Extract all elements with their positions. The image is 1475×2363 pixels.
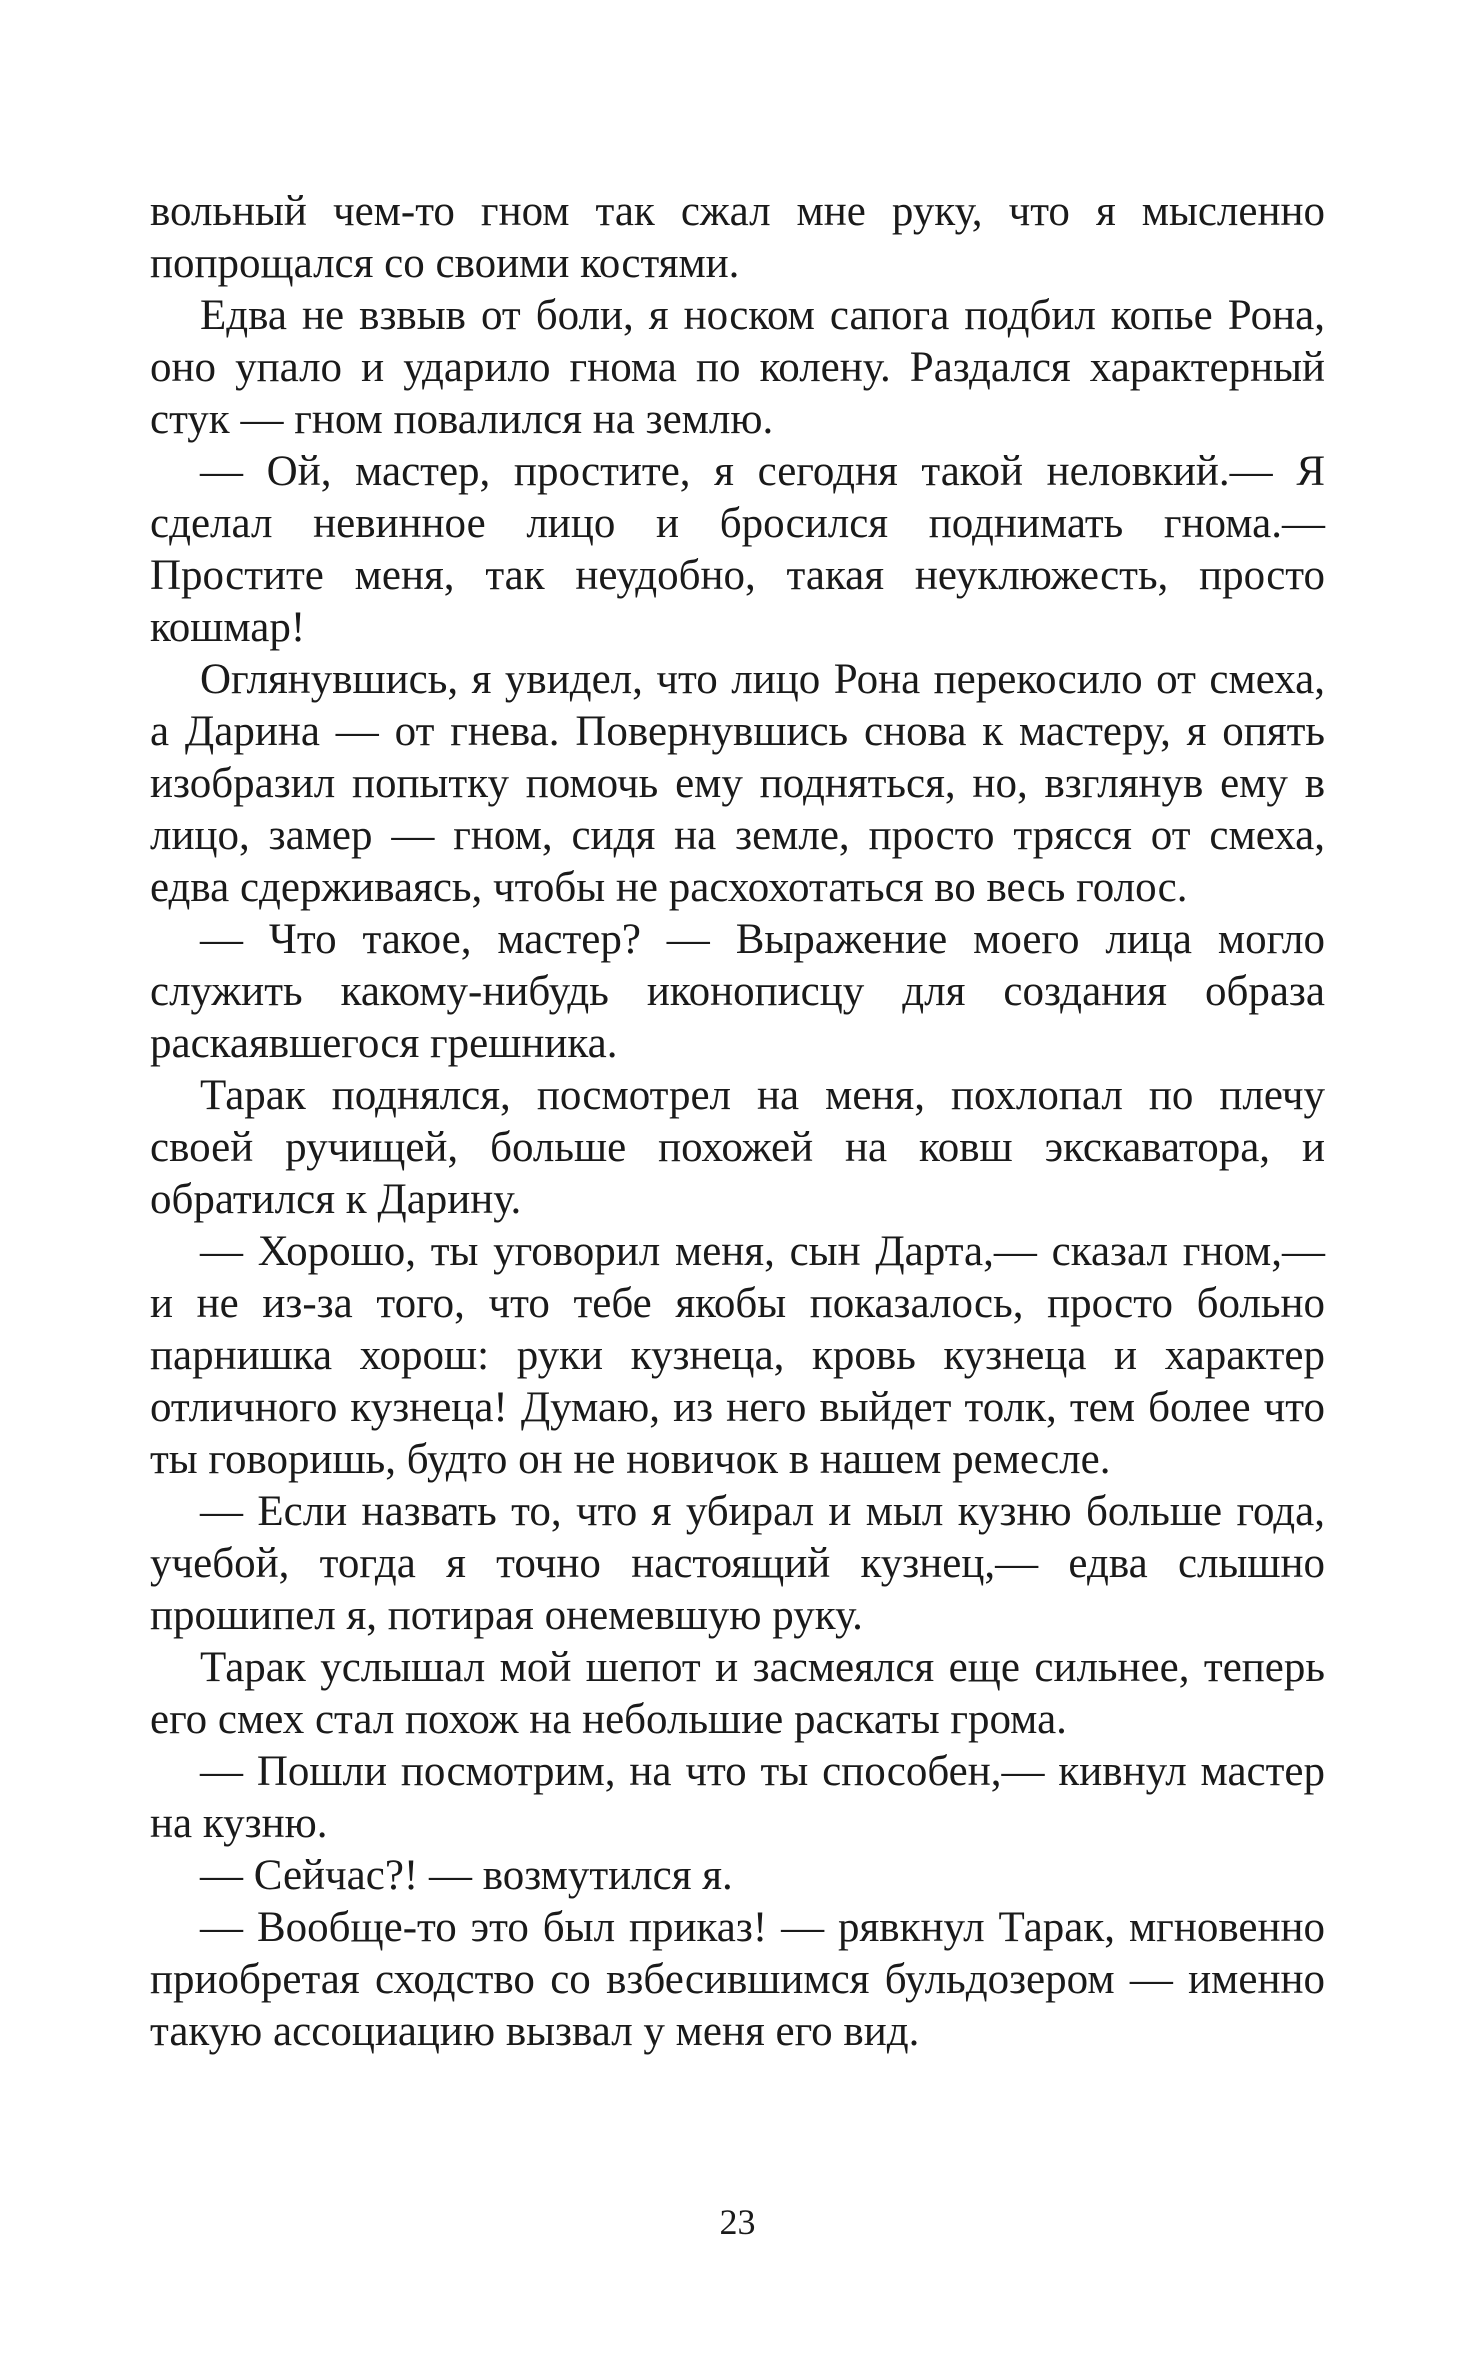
page-body [150, 186, 1325, 2058]
paragraph: Оглянувшись, я увидел, что лицо Рона перекосило от смеха, а Дарина — от гнева. Повернувшись снова к мастеру, я опять изобразил попытку помочь ему подняться, но, взглянув ему в лицо, замер — гном, сидя на земле, просто трясся от смеха, едва сдерживаясь, чтобы не расхохотаться во весь голос. [150, 656, 1325, 911]
paragraph: вольный чем-то гном так сжал мне руку, что я мысленно попрощался со своими костями. [150, 188, 1325, 287]
text-body [150, 186, 1325, 2058]
paragraph: — Сейчас?! — возмутился я. [200, 1852, 733, 1899]
paragraph: — Что такое, мастер? — Выражение моего лица могло служить какому-нибудь иконописцу для создания образа раскаявшегося грешника. [150, 916, 1325, 1067]
paragraph: — Ой, мастер, простите, я сегодня такой неловкий.— Я сделал невинное лицо и бросился поднимать гнома.— Простите меня, так неудобно, такая неуклюжесть, просто кошмар! [150, 448, 1325, 651]
page-number: 23 [719, 2202, 756, 2242]
paragraph: — Хорошо, ты уговорил меня, сын Дарта,— сказал гном,— и не из-за того, что тебе якобы показалось, просто больно парнишка хорош: руки кузнеца, кровь кузнеца и характер отличного кузнеца! Думаю, из него выйдет толк, тем более что ты говоришь, будто он не новичок в нашем ремесле. [150, 1228, 1325, 1483]
paragraph: — Если назвать то, что я убирал и мыл кузню больше года, учебой, тогда я точно настоящий кузнец,— едва слышно прошипел я, потирая онемевшую руку. [150, 1488, 1325, 1639]
paragraph: — Пошли посмотрим, на что ты способен,— кивнул мастер на кузню. [150, 1748, 1325, 1847]
paragraph: Тарак услышал мой шепот и засмеялся еще сильнее, теперь его смех стал похож на небольшие раскаты грома. [150, 1644, 1325, 1743]
paragraph: Тарак поднялся, посмотрел на меня, похлопал по плечу своей ручищей, больше похожей на ковш экскаватора, и обратился к Дарину. [150, 1072, 1325, 1223]
paragraph: Едва не взвыв от боли, я носком сапога подбил копье Рона, оно упало и ударило гнома по колену. Раздался характерный стук — гном повалился на землю. [150, 292, 1325, 443]
paragraph: — Вообще-то это был приказ! — рявкнул Тарак, мгновенно приобретая сходство со взбесившимся бульдозером — именно такую ассоциацию вызвал у меня его вид. [150, 1904, 1325, 2055]
